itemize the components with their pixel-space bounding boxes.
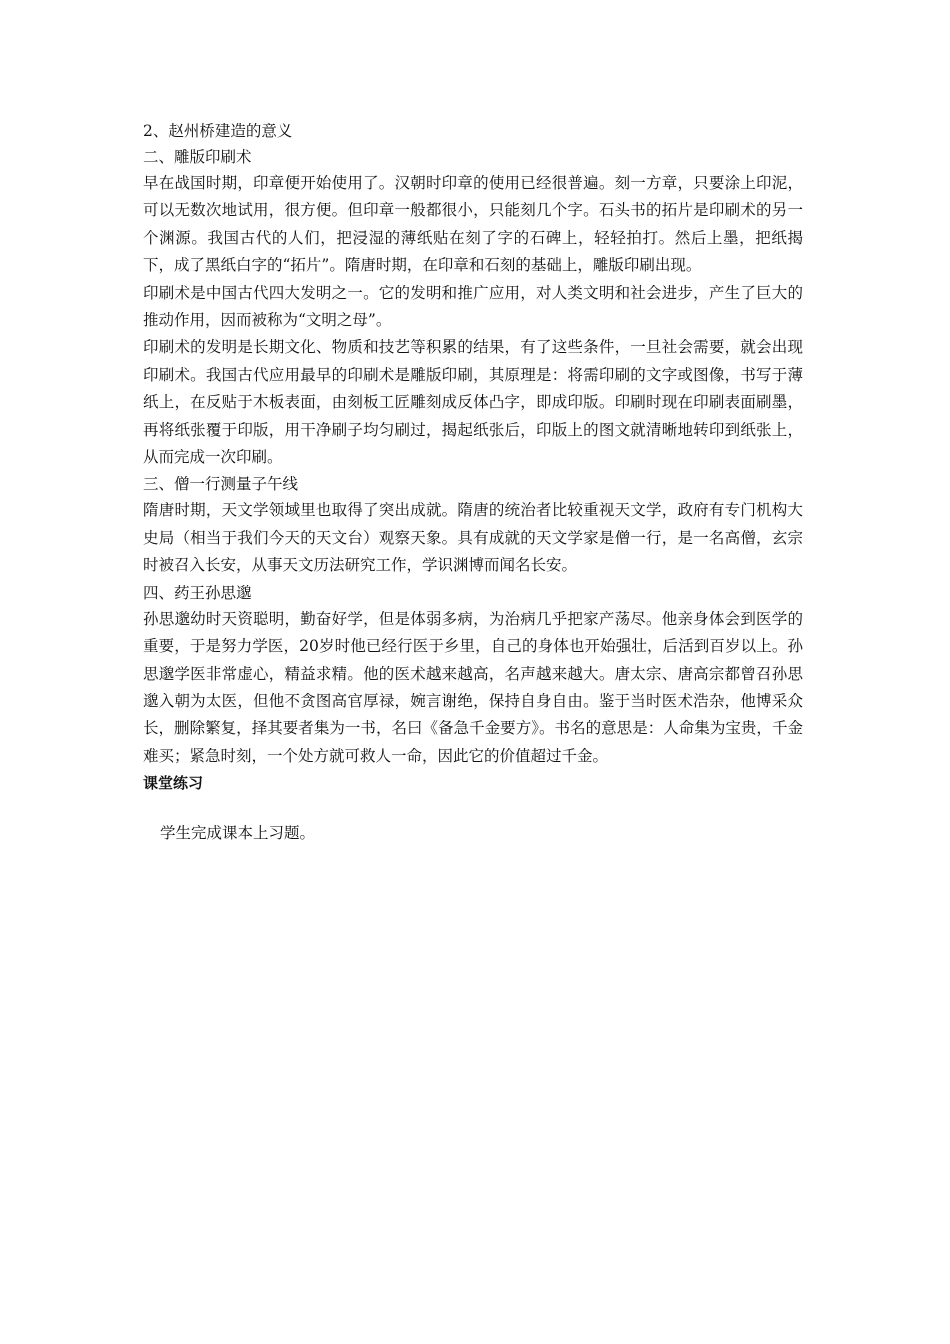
paragraph-printing-invention: 印刷术是中国古代四大发明之一。它的发明和推广应用，对人类文明和社会进步，产生了巨大的推动作用，因而被称为“文明之母”。 (143, 283, 803, 330)
paragraph-sun-simiao: 孙思邈幼时天资聪明，勤奋好学，但是体弱多病，为治病几乎把家产荡尽。他亲身体会到医学的重要，于是努力学医，20岁时他已经行医于乡里，自己的身体也开始强壮，后活到百岁以上。孙思邈学医非常虚心，精益求精。他的医术越来越高，名声越来越大。唐太宗、唐高宗都曾召孙思邈入朝为太医，但他不贪图高官厚禄，婉言谢绝，保持自身自由。鉴于当时医术浩杂，他博采众长，删除繁复，择其要者集为一书，名曰《备急千金要方》。书名的意思是：人命集为宝贵，千金难买；紧急时刻，一个处方就可救人一命，因此它的价值超过千金。 (143, 609, 803, 765)
paragraph-yixing: 隋唐时期，天文学领域里也取得了突出成就。隋唐的统治者比较重视天文学，政府有专门机构大史局（相当于我们今天的天文台）观察天象。具有成就的天文学家是僧一行，是一名高僧，玄宗时被召入长安，从事天文历法研究工作，学识渊博而闻名长安。 (143, 501, 803, 575)
heading-class-practice: 课堂练习 (143, 774, 204, 793)
heading-bridge-significance: 2、赵州桥建造的意义 (143, 122, 293, 140)
paragraph-printing-origins: 早在战国时期，印章便开始使用了。汉朝时印章的使用已经很普遍。刻一方章，只要涂上印泥，可以无数次地试用，很方便。但印章一般都很小，只能刻几个字。石头书的拓片是印刷术的另一个渊源。我国古代的人们，把浸湿的薄纸贴在刻了字的石碑上，轻轻拍打。然后上墨，把纸揭下，成了黑纸白字的“拓片”。隋唐时期，在印章和石刻的基础上，雕版印刷出现。 (143, 174, 803, 275)
heading-sun-simiao: 四、药王孙思邈 (143, 583, 252, 602)
paragraph-printing-principle: 印刷术的发明是长期文化、物质和技艺等积累的结果，有了这些条件，一旦社会需要，就会出现印刷术。我国古代应用最早的印刷术是雕版印刷，其原理是：将需印刷的文字或图像，书写于薄纸上，在反贴于木板表面，由刻板工匠雕刻成反体凸字，即成印版。印刷时现在印刷表面刷墨，再将纸张覆于印版，用干净刷子均匀刷过，揭起纸张后，印版上的图文就清晰地转印到纸张上，从而完成一次印刷。 (143, 338, 803, 467)
heading-woodblock-printing: 二、雕版印刷术 (143, 148, 252, 166)
document-page (143, 118, 803, 846)
heading-monk-yixing: 三、僧一行测量子午线 (143, 475, 299, 494)
practice-instruction: 学生完成课本上习题。 (160, 824, 316, 843)
